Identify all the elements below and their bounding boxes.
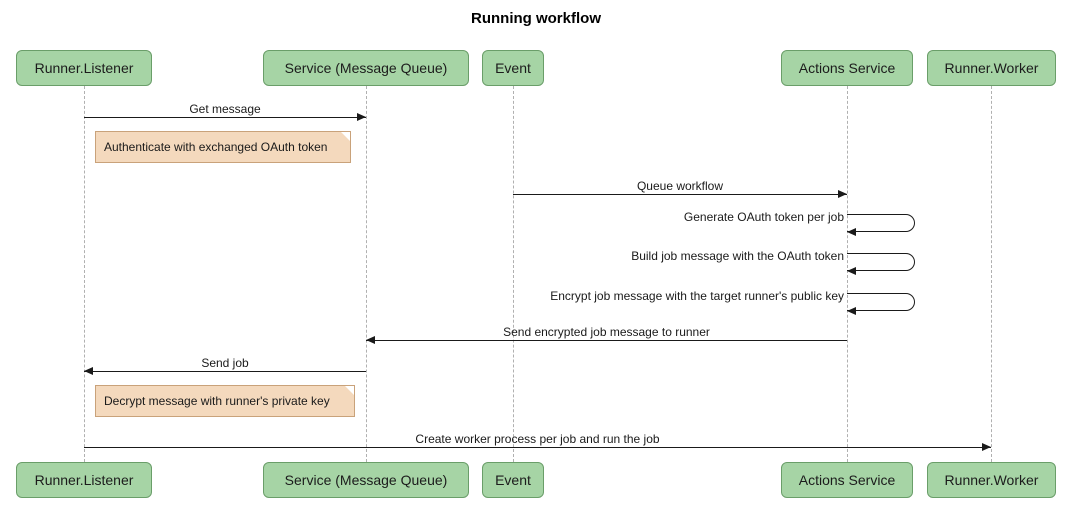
actor-runner-listener-top[interactable]: Runner.Listener [16,50,152,86]
message-line-send-encrypted-job [366,340,847,341]
actor-runner-worker-bottom[interactable]: Runner.Worker [927,462,1056,498]
message-label-get-message: Get message [189,102,261,116]
message-label-send-encrypted-job: Send encrypted job message to runner [503,325,710,339]
actor-service-mq-bottom[interactable]: Service (Message Queue) [263,462,469,498]
actor-event-bottom[interactable]: Event [482,462,544,498]
note-fold-icon [341,132,350,141]
note-authenticate-oauth-text: Authenticate with exchanged OAuth token [104,140,328,154]
message-line-create-worker-process [84,447,991,448]
message-label-send-job: Send job [201,356,249,370]
actor-actions-service-bottom[interactable]: Actions Service [781,462,913,498]
note-decrypt-message [95,385,355,417]
message-line-send-job [84,371,366,372]
note-fold-icon [345,386,354,395]
self-loop-build-job-message [847,253,915,271]
note-authenticate-oauth [95,131,351,163]
actor-actions-service-top[interactable]: Actions Service [781,50,913,86]
actor-runner-listener-bottom[interactable]: Runner.Listener [16,462,152,498]
actor-event-top[interactable]: Event [482,50,544,86]
arrow-head-generate-oauth-token [847,228,856,236]
arrow-head-encrypt-job-message [847,307,856,315]
lifeline-service-mq [366,86,367,462]
note-decrypt-message-text: Decrypt message with runner's private key [104,394,330,408]
message-label-encrypt-job-message: Encrypt job message with the target runner's public key [550,289,844,303]
diagram-title: Running workflow [471,10,601,27]
message-label-build-job-message: Build job message with the OAuth token [631,249,844,263]
lifeline-runner-listener [84,86,85,462]
message-line-get-message [84,117,366,118]
lifeline-runner-worker [991,86,992,462]
lifeline-event [513,86,514,462]
actor-runner-worker-top[interactable]: Runner.Worker [927,50,1056,86]
arrow-head-build-job-message [847,267,856,275]
message-line-queue-workflow [513,194,847,195]
self-loop-generate-oauth-token [847,214,915,232]
message-label-queue-workflow: Queue workflow [636,179,724,193]
message-label-generate-oauth-token: Generate OAuth token per job [683,210,844,224]
message-label-create-worker-process: Create worker process per job and run the job [415,432,660,446]
actor-service-mq-top[interactable]: Service (Message Queue) [263,50,469,86]
self-loop-encrypt-job-message [847,293,915,311]
